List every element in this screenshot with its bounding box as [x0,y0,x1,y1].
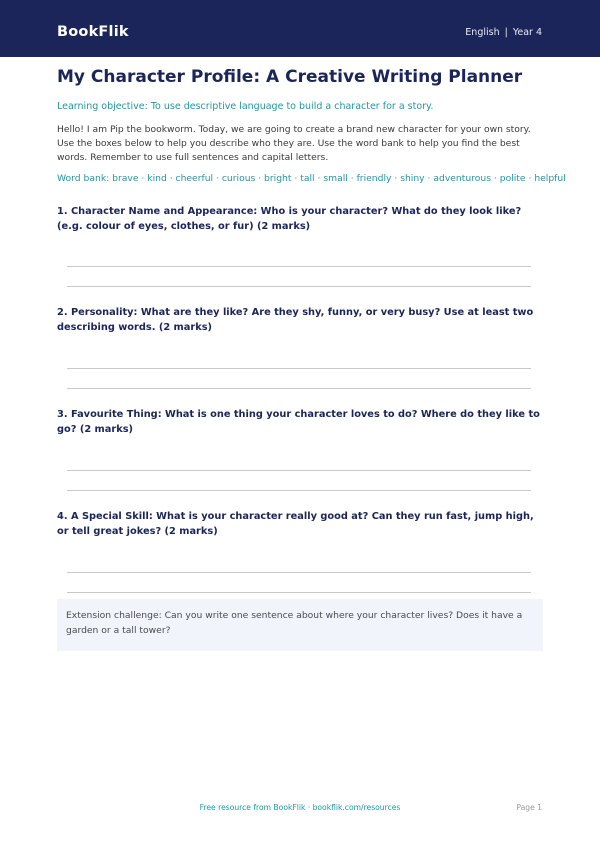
word-bank: Word bank: brave · kind · cheerful · curious · bright · tall · small · friendly · shiny · adventurous · polite · helpful [57,173,566,184]
page-title: My Character Profile: A Creative Writing Planner [57,67,523,87]
learning-objective: Learning objective: To use descriptive language to build a character for a story. [57,101,434,112]
page-number: Page 1 [516,803,542,812]
answer-line-1a[interactable] [67,266,531,267]
question-4: 4. A Special Skill: What is your character really good at? Can they run fast, jump high, or tell great jokes? (2 marks) [57,511,534,537]
answer-line-1b[interactable] [67,286,531,287]
year-label: Year 4 [512,27,542,38]
answer-line-2b[interactable] [67,388,531,389]
question-3: 3. Favourite Thing: What is one thing your character loves to do? Where do they like to go? (2 marks) [57,409,540,435]
separator: | [504,27,508,38]
answer-line-3b[interactable] [67,490,531,491]
answer-line-2a[interactable] [67,368,531,369]
question-1: 1. Character Name and Appearance: Who is your character? What do they look like? (e.g. colour of eyes, clothes, or fur) (2 marks) [57,206,522,232]
intro-text: Hello! I am Pip the bookworm. Today, we are going to create a brand new character for your own story. Use the boxes below to help you describe who they are. Use the word bank to help you find the best words. Remember to use full sentences and capital letters. [57,124,531,163]
question-2: 2. Personality: What are they like? Are they shy, funny, or very busy? Use at least two describing words. (2 marks) [57,307,534,333]
extension-challenge-box: Extension challenge: Can you write one sentence about where your character lives? Does it have a garden or a tall tower? [57,599,543,651]
header-bar [0,0,600,57]
answer-line-4b[interactable] [67,592,531,593]
brand-logo-text: BookFlik [57,24,129,40]
answer-line-3a[interactable] [67,470,531,471]
footer-text: Free resource from BookFlik · bookflik.com/resources [199,803,401,812]
subject-label: English [465,27,500,38]
subject-year-label [465,26,542,40]
answer-line-4a[interactable] [67,572,531,573]
